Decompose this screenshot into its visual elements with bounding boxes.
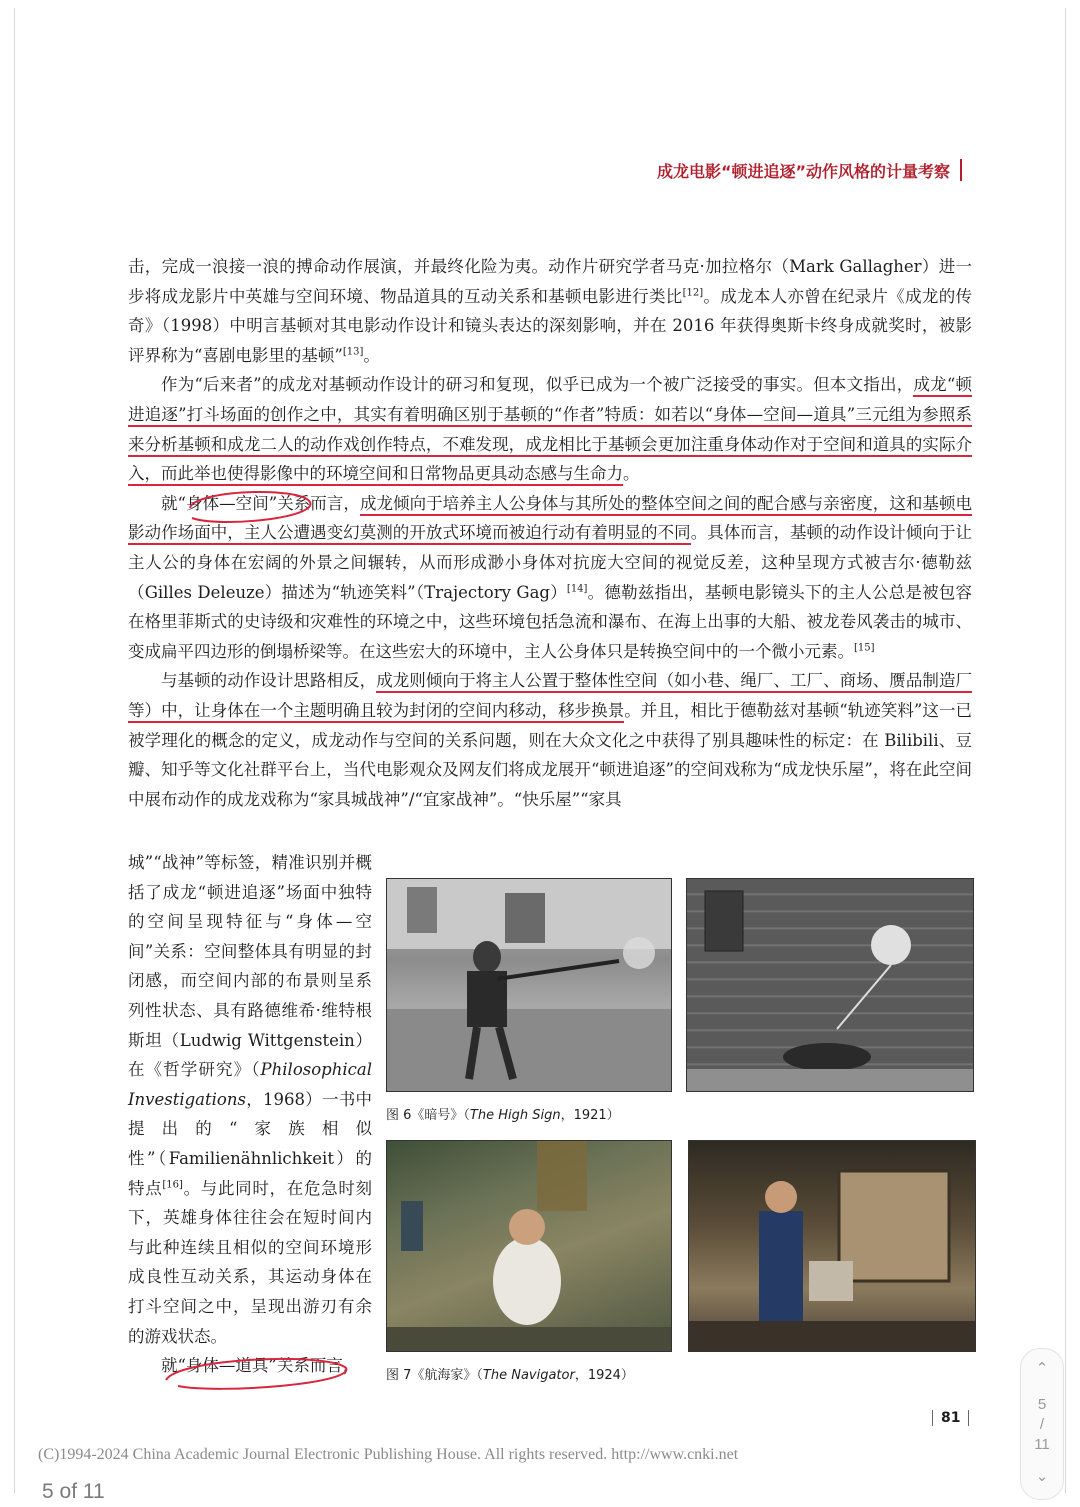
p1-text-c: 。 xyxy=(363,345,380,365)
page-indicator: 5 of 11 xyxy=(42,1480,105,1503)
citation-14[interactable]: [14] xyxy=(566,583,588,595)
page-number-rule-right xyxy=(968,1410,969,1426)
fig7-caption-prefix: 图 7《航海家》（ xyxy=(386,1368,483,1383)
side-text-a: 城”“战神”等标签，精准识别并概括了成龙“顿进追逐”场面中独特的空间呈现特征与“身体—空间”关系：空间整体具有明显的封闭感，而空间内部的布景则呈系列性状态、具有路德维希·维特根斯坦（Ludwig Wittgenstein）在《哲学研究》（ xyxy=(128,853,372,1080)
chevron-down-icon[interactable]: ⌄ xyxy=(1035,1468,1049,1485)
pager-numbers xyxy=(1034,1395,1050,1455)
fig7-caption-suffix: ，1924） xyxy=(574,1368,634,1383)
citation-16[interactable]: [16] xyxy=(162,1179,183,1191)
header-rule xyxy=(960,159,962,181)
citation-15[interactable]: [15] xyxy=(854,642,875,654)
side-text-c: 。与此同时，在危急时刻下，英雄身体往往会在短时间内与此种连续且相似的空间环境形成良性互动关系，其运动身体在打斗空间之中，呈现出游刃有余的游戏状态。 xyxy=(128,1178,373,1346)
p4-underlined-text: 成龙则倾向于将主人公置于整体性空间（如小巷、绳厂、工厂、商场、赝品制造厂等）中，让身体在一个主题明确且较为封闭的空间内移动，移步换景 xyxy=(128,671,972,723)
page-number-rule-left xyxy=(932,1410,933,1426)
p2-underlined-text: 成龙“顿进追逐”打斗场面的创作之中，其实有着明确区别于基顿的“作者”特质：如若以“身体—空间—道具”三元组为参照系来分析基顿和成龙二人的动作戏创作特点，不难发现，成龙相比于基顿会更加注重身体动作对于空间和道具的实际介入，而此举也使得影像中的环境空间和日常物品更具动态感与生命力 xyxy=(128,375,972,486)
paragraph-3 xyxy=(128,489,972,667)
page-number-value: 81 xyxy=(941,1410,961,1426)
article-body xyxy=(128,252,972,814)
side-column-text xyxy=(128,848,372,1381)
p3-text-c: 。德勒兹指出，基顿电影镜头下的主人公总是被包容在格里菲斯式的史诗级和灾难性的环境之中，这些环境包括急流和瀑布、在海上出事的大船、被龙卷风袭击的城市、变成扁平四边形的倒塌桥梁等。在这些宏大的环境中，主人公身体只是转换空间中的一个微小元素。 xyxy=(128,582,973,661)
side-text-last: 就“身体—道具”关系而言， xyxy=(161,1356,360,1376)
running-header xyxy=(600,156,972,184)
paragraph-2 xyxy=(128,370,972,488)
p3-text-b: 。具体而言，基顿的动作设计倾向于让主人公的身体在宏阔的外景之间辗转，从而形成渺小身体对抗庞大空间的视觉反差，这种呈现方式被吉尔·德勒兹（Gilles Deleuze）描述为“轨迹笑料”（Trajectory Gag） xyxy=(128,523,973,602)
pager-total: 11 xyxy=(1034,1436,1050,1453)
p2-text-b: 。 xyxy=(623,464,640,484)
pager-separator: / xyxy=(1039,1416,1045,1433)
chevron-up-icon[interactable]: ⌃ xyxy=(1035,1360,1049,1377)
fig6-caption-suffix: ，1921） xyxy=(560,1108,620,1123)
figure-7-still-left xyxy=(386,1140,672,1352)
p3-text-a: 就“身体—空间”关系而言， xyxy=(161,493,360,513)
paragraph-1 xyxy=(128,252,972,370)
citation-13[interactable]: [13] xyxy=(342,346,364,358)
figure-7-caption xyxy=(386,1364,634,1383)
pager-current: 5 xyxy=(1037,1396,1047,1413)
figure-7-still-right xyxy=(688,1140,976,1352)
citation-12[interactable]: [12] xyxy=(682,287,704,299)
p4-text-a: 与基顿的动作设计思路相反， xyxy=(161,671,377,691)
p3-underlined-text: 成龙倾向于培养主人公身体与其所处的整体空间之间的配合感与亲密度，这和基顿电影动作场面中，主人公遭遇变幻莫测的开放式环境而被迫行动有着明显的不同 xyxy=(128,494,972,546)
fig6-caption-title: The High Sign xyxy=(469,1108,561,1123)
fig6-caption-prefix: 图 6《暗号》（ xyxy=(386,1108,470,1123)
paragraph-4 xyxy=(128,666,972,814)
running-header-title: 成龙电影“顿进追逐”动作风格的计量考察 xyxy=(656,161,950,181)
p1-text-a: 击，完成一浪接一浪的搏命动作展演，并最终化险为夷。动作片研究学者马克·加拉格尔（Mark Gallagher）进一步将成龙影片中英雄与空间环境、物品道具的互动关系和基顿电影进行类比 xyxy=(128,257,972,306)
p1-text-b: 。成龙本人亦曾在纪录片《成龙的传奇》（1998）中明言基顿对其电影动作设计和镜头表达的深刻影响，并在 2016 年获得奥斯卡终身成就奖时，被影评界称为“喜剧电影里的基顿” xyxy=(128,286,973,365)
p2-text-a: 作为“后来者”的成龙对基顿动作设计的研习和复现，似乎已成为一个被广泛接受的事实。但本文指出， xyxy=(161,375,914,395)
page-number xyxy=(932,1410,969,1426)
copyright-line: (C)1994-2024 China Academic Journal Electronic Publishing House. All rights reserved. http://www.cnki.net xyxy=(38,1446,739,1463)
page-scroller[interactable] xyxy=(1020,1348,1064,1500)
p4-text-b: 。并且，相比于德勒兹对基顿“轨迹笑料”这一已被学理化的概念的定义，成龙动作与空间的关系问题，则在大众文化之中获得了别具趣味性的标定：在 Bilibili、豆瓣、知乎等文化社群平台上，当代电影观众及网友们将成龙展开“顿进追逐”的空间戏称为“成龙快乐屋”，将在此空间中展布动作的成龙戏称为“家具城战神”/“宜家战神”。“快乐屋”“家具 xyxy=(128,700,972,809)
side-text-b: ，1968）一书中提出的“家族相似性”（Familienähnlichkeit）的特点 xyxy=(128,1089,372,1198)
fig7-caption-title: The Navigator xyxy=(482,1368,575,1383)
figure-6-still-left xyxy=(386,878,672,1092)
figure-6-still-right xyxy=(686,878,974,1092)
figure-6-caption xyxy=(386,1104,620,1123)
side-italic-title: Philosophical Investigations xyxy=(128,1060,372,1109)
